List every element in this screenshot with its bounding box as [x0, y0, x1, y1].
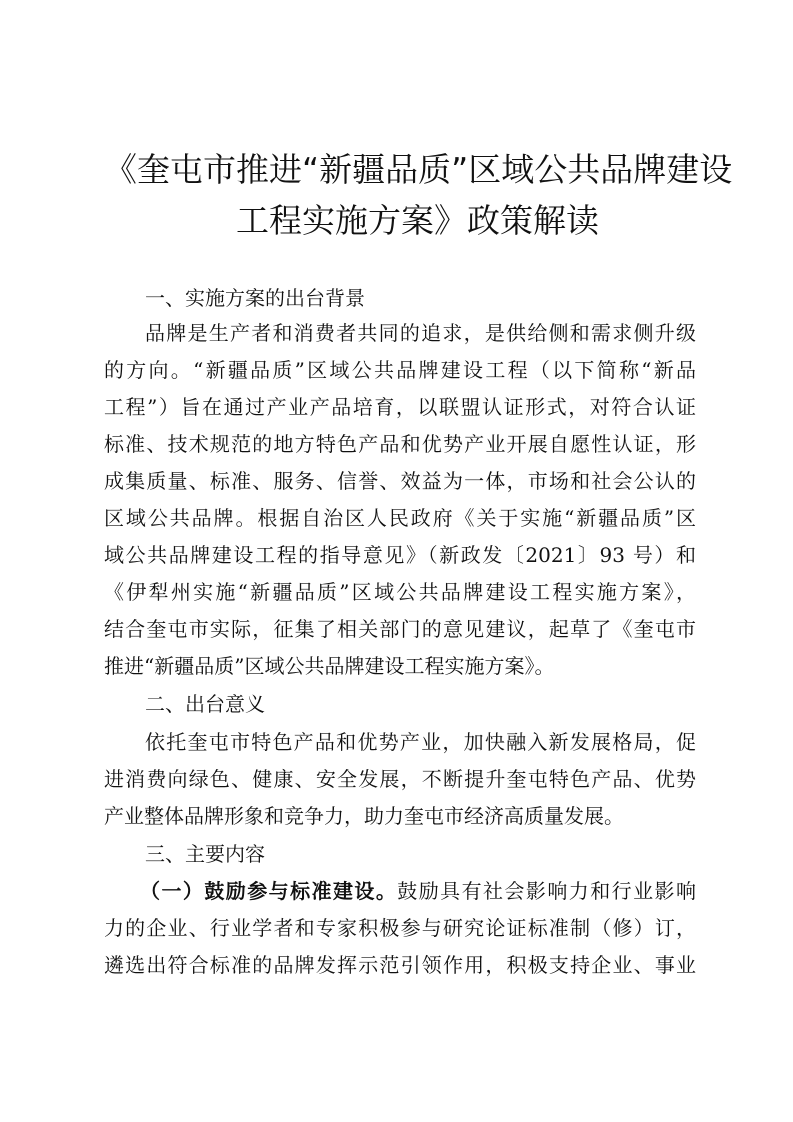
section-heading-significance: 二、出台意义	[145, 692, 265, 716]
paragraph-line: 《伊犁州实施“新疆品质”区域公共品牌建设工程实施方案》，	[104, 580, 696, 604]
paragraph-line: 依托奎屯市特色产品和优势产业，加快融入新发展格局，促	[145, 730, 696, 754]
paragraph-line: 区域公共品牌。根据自治区人民政府《关于实施“新疆品质”区	[104, 506, 696, 530]
document-title-line-2: 工程实施方案》政策解读	[236, 201, 599, 240]
paragraph-line: 标准、技术规范的地方特色产品和优势产业开展自愿性认证，形	[104, 432, 696, 456]
paragraph-line: 工程”）旨在通过产业产品培育，以联盟认证形式，对符合认证	[104, 395, 696, 419]
paragraph-line: 成集质量、标准、服务、信誉、效益为一体，市场和社会公认的	[104, 469, 696, 493]
paragraph-line: 力的企业、行业学者和专家积极参与研究论证标准制（修）订，	[104, 916, 696, 940]
paragraph-line: 品牌是生产者和消费者共同的追求，是供给侧和需求侧升级	[145, 321, 696, 345]
paragraph-line: 结合奎屯市实际，征集了相关部门的意见建议，起草了《奎屯市	[104, 617, 696, 641]
subsection-text: 鼓励具有社会影响力和行业影响	[397, 879, 697, 903]
paragraph-line	[140, 878, 696, 904]
subsection-lead: （一）鼓励参与标准建设。	[140, 879, 398, 903]
section-heading-background: 一、实施方案的出台背景	[145, 286, 365, 310]
paragraph-line: 推进“新疆品质”区域公共品牌建设工程实施方案》。	[104, 654, 555, 678]
paragraph-line: 产业整体品牌形象和竞争力，助力奎屯市经济高质量发展。	[104, 804, 624, 828]
paragraph-line: 域公共品牌建设工程的指导意见》（新政发〔2021〕93 号）和	[104, 543, 696, 567]
section-heading-main-content: 三、主要内容	[145, 842, 265, 866]
document-title-line-1: 《奎屯市推进“新疆品质”区域公共品牌建设	[104, 150, 733, 189]
paragraph-line: 进消费向绿色、健康、安全发展，不断提升奎屯特色产品、优势	[104, 767, 696, 791]
paragraph-line: 的方向。“新疆品质”区域公共品牌建设工程（以下简称“新品	[104, 358, 696, 382]
paragraph-line: 遴选出符合标准的品牌发挥示范引领作用，积极支持企业、事业	[104, 953, 696, 977]
